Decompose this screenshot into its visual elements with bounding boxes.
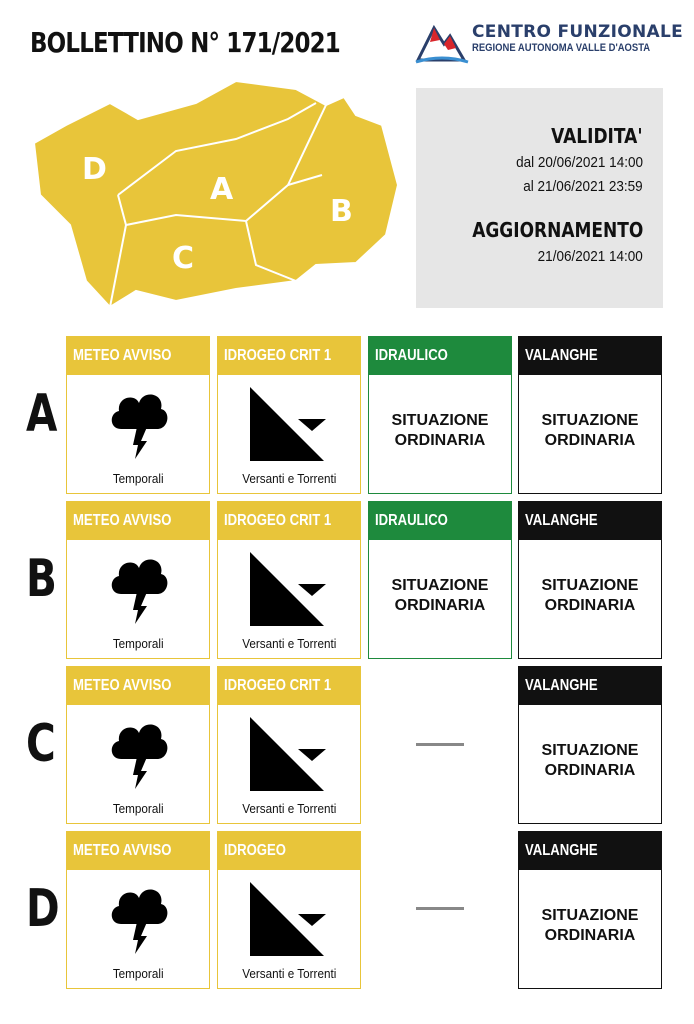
valanghe-status-line1: SITUAZIONE bbox=[541, 577, 639, 594]
valanghe-status-line2: ORDINARIA bbox=[544, 597, 636, 614]
map-label-b: B bbox=[330, 194, 353, 229]
valanghe-status-line2: ORDINARIA bbox=[544, 432, 636, 449]
valanghe-card-a bbox=[518, 336, 662, 494]
thunderstorm-icon bbox=[107, 548, 171, 626]
valanghe-title: VALANGHE bbox=[525, 512, 598, 529]
meteo-caption: Temporali bbox=[112, 471, 164, 486]
idraulico-not-applicable-dash bbox=[416, 743, 464, 746]
idrogeo-title: IDROGEO CRIT 1 bbox=[224, 677, 332, 694]
idraulico-status-line2: ORDINARIA bbox=[394, 597, 486, 614]
zone-letter-d: D bbox=[26, 879, 60, 939]
idrogeo-card-a bbox=[217, 336, 361, 494]
valanghe-title: VALANGHE bbox=[525, 347, 598, 364]
idrogeo-card-b bbox=[217, 501, 361, 659]
idraulico-not-applicable-dash bbox=[416, 907, 464, 910]
meteo-title: METEO AVVISO bbox=[73, 677, 172, 694]
valanghe-title: VALANGHE bbox=[525, 842, 598, 859]
idrogeo-caption: Versanti e Torrenti bbox=[241, 801, 337, 816]
valanghe-status-line1: SITUAZIONE bbox=[541, 412, 639, 429]
valanghe-card-d bbox=[518, 831, 662, 989]
meteo-caption: Temporali bbox=[112, 636, 164, 651]
meteo-title: METEO AVVISO bbox=[73, 512, 172, 529]
slope-icon bbox=[248, 715, 328, 793]
valanghe-card-b bbox=[518, 501, 662, 659]
zone-map bbox=[26, 75, 401, 310]
idraulico-title: IDRAULICO bbox=[375, 347, 448, 364]
idraulico-status-line2: ORDINARIA bbox=[394, 432, 486, 449]
valanghe-status-line2: ORDINARIA bbox=[544, 762, 636, 779]
validity-to: al 21/06/2021 23:59 bbox=[523, 178, 643, 195]
idraulico-card-a bbox=[368, 336, 512, 494]
validity-box bbox=[416, 88, 663, 308]
idrogeo-caption: Versanti e Torrenti bbox=[241, 636, 337, 651]
meteo-card-c bbox=[66, 666, 210, 824]
thunderstorm-icon bbox=[107, 383, 171, 461]
update-value: 21/06/2021 14:00 bbox=[537, 248, 643, 265]
mountain-logo-icon bbox=[414, 20, 470, 66]
idrogeo-caption: Versanti e Torrenti bbox=[241, 966, 337, 981]
slope-icon bbox=[248, 880, 328, 958]
zone-letter-c: C bbox=[26, 714, 56, 774]
logo-title: CENTRO FUNZIONALE bbox=[472, 22, 684, 42]
zone-letter-a: A bbox=[26, 384, 58, 444]
zone-letter-b: B bbox=[26, 549, 57, 609]
map-label-a: A bbox=[210, 172, 234, 207]
idraulico-card-b bbox=[368, 501, 512, 659]
idraulico-title: IDRAULICO bbox=[375, 512, 448, 529]
valanghe-status-line1: SITUAZIONE bbox=[541, 907, 639, 924]
map-label-d: D bbox=[82, 152, 107, 187]
idraulico-status-line1: SITUAZIONE bbox=[391, 412, 489, 429]
validity-label: VALIDITA' bbox=[551, 124, 643, 148]
meteo-title: METEO AVVISO bbox=[73, 842, 172, 859]
meteo-card-b bbox=[66, 501, 210, 659]
meteo-title: METEO AVVISO bbox=[73, 347, 172, 364]
update-label: AGGIORNAMENTO bbox=[471, 218, 643, 242]
idrogeo-title: IDROGEO bbox=[224, 842, 286, 859]
valanghe-title: VALANGHE bbox=[525, 677, 598, 694]
meteo-card-a bbox=[66, 336, 210, 494]
centro-funzionale-logo bbox=[414, 20, 684, 66]
bulletin-title: BOLLETTINO N° 171/2021 bbox=[30, 26, 340, 59]
thunderstorm-icon bbox=[107, 878, 171, 956]
slope-icon bbox=[248, 550, 328, 628]
validity-from: dal 20/06/2021 14:00 bbox=[516, 154, 643, 171]
map-label-c: C bbox=[172, 241, 195, 276]
meteo-caption: Temporali bbox=[112, 966, 164, 981]
valanghe-status-line2: ORDINARIA bbox=[544, 927, 636, 944]
meteo-card-d bbox=[66, 831, 210, 989]
valanghe-card-c bbox=[518, 666, 662, 824]
valanghe-status-line1: SITUAZIONE bbox=[541, 742, 639, 759]
thunderstorm-icon bbox=[107, 713, 171, 791]
idrogeo-title: IDROGEO CRIT 1 bbox=[224, 347, 332, 364]
idrogeo-card-c bbox=[217, 666, 361, 824]
idraulico-status-line1: SITUAZIONE bbox=[391, 577, 489, 594]
meteo-caption: Temporali bbox=[112, 801, 164, 816]
logo-subtitle: REGIONE AUTONOMA VALLE D'AOSTA bbox=[472, 42, 651, 54]
idrogeo-caption: Versanti e Torrenti bbox=[241, 471, 337, 486]
idrogeo-card-d bbox=[217, 831, 361, 989]
idrogeo-title: IDROGEO CRIT 1 bbox=[224, 512, 332, 529]
slope-icon bbox=[248, 385, 328, 463]
